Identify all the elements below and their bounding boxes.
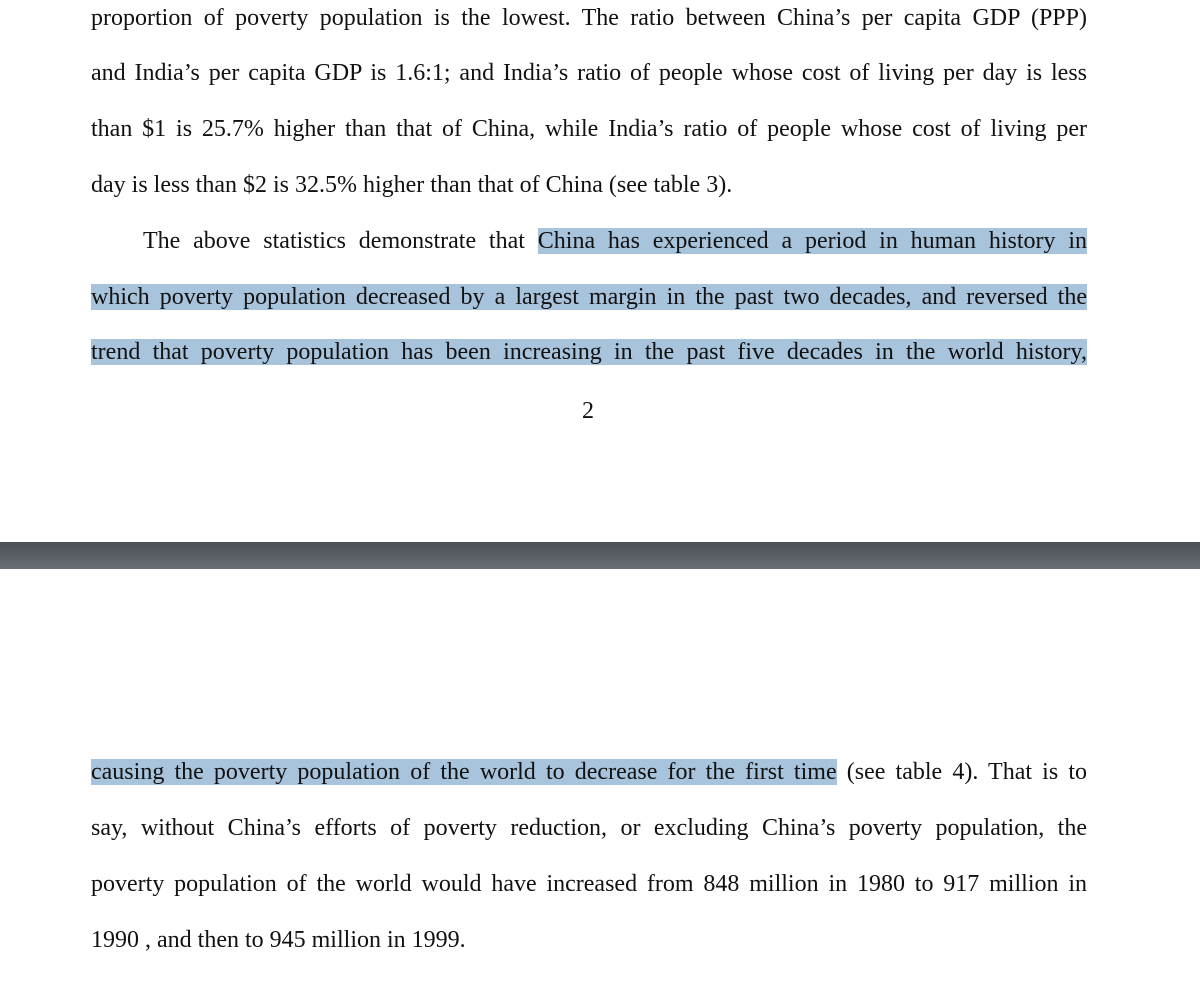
- paragraph-intro-text: The above statistics demonstrate that: [143, 228, 538, 254]
- text-line: day is less than $2 is 32.5% higher than that of China (see table 3).: [91, 172, 733, 198]
- paragraph-first-line[interactable]: [91, 224, 1087, 258]
- page-number: 2: [582, 398, 594, 424]
- text-line: proportion of poverty population is the lowest. The ratio between China’s per capita GDP (PPP): [91, 5, 1087, 31]
- document-page-3: [0, 569, 1200, 997]
- text-line[interactable]: [91, 755, 1087, 789]
- highlighted-line[interactable]: [91, 335, 1087, 369]
- highlighted-text[interactable]: which poverty population decreased by a largest margin in the past two decades, and reversed the: [91, 284, 1087, 310]
- page-separator: [0, 542, 1200, 569]
- text-line: and India’s per capita GDP is 1.6:1; and India’s ratio of people whose cost of living per day is less: [91, 60, 1087, 86]
- text-line: poverty population of the world would have increased from 848 million in 1980 to 917 million in: [91, 871, 1087, 897]
- text-line: than $1 is 25.7% higher than that of China, while India’s ratio of people whose cost of living per: [91, 116, 1087, 142]
- highlighted-text[interactable]: trend that poverty population has been increasing in the past five decades in the world history,: [91, 339, 1087, 365]
- text-line: say, without China’s efforts of poverty reduction, or excluding China’s poverty population, the: [91, 815, 1087, 841]
- highlighted-line[interactable]: [91, 280, 1087, 314]
- text-fragment: (see table 4). That is to: [836, 759, 1087, 785]
- highlighted-text[interactable]: China has experienced a period in human history in: [537, 228, 1088, 254]
- text-line: 1990 , and then to 945 million in 1999.: [91, 927, 466, 953]
- highlighted-text[interactable]: causing the poverty population of the world to decrease for the first time: [91, 759, 837, 785]
